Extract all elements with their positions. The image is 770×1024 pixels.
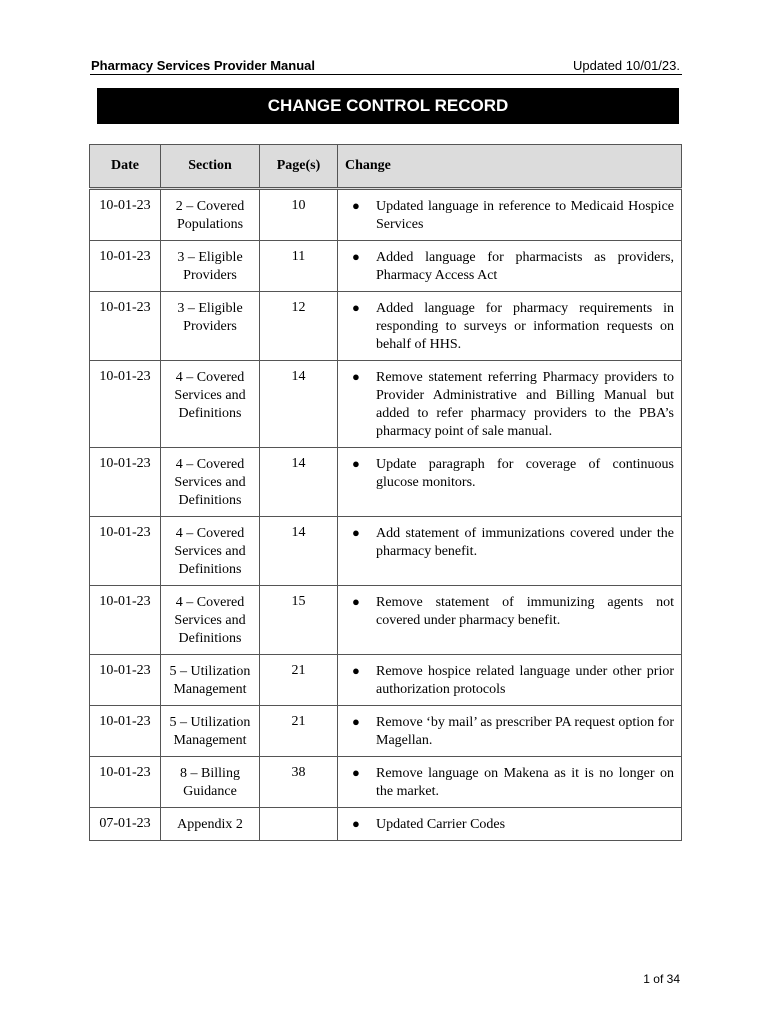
change-bullet xyxy=(352,714,674,750)
bullet-icon: ● xyxy=(352,594,360,609)
cell-pages: 11 xyxy=(260,241,338,292)
cell-pages: 14 xyxy=(260,361,338,448)
cell-pages: 38 xyxy=(260,757,338,808)
cell-change xyxy=(338,517,682,586)
cell-change xyxy=(338,361,682,448)
change-text: Added language for pharmacists as providers, Pharmacy Access Act xyxy=(376,250,674,283)
cell-date: 10-01-23 xyxy=(90,655,161,706)
bullet-icon: ● xyxy=(352,765,360,780)
cell-section: 4 – Covered Services and Definitions xyxy=(161,448,260,517)
cell-change xyxy=(338,757,682,808)
cell-change xyxy=(338,189,682,241)
table-row xyxy=(90,586,682,655)
cell-date: 10-01-23 xyxy=(90,189,161,241)
table-row xyxy=(90,517,682,586)
cell-change xyxy=(338,706,682,757)
cell-section: Appendix 2 xyxy=(161,808,260,841)
change-text: Added language for pharmacy requirements in responding to surveys or information requests on behalf of HHS. xyxy=(376,301,674,352)
cell-change xyxy=(338,808,682,841)
change-text: Remove language on Makena as it is no longer on the market. xyxy=(376,766,674,799)
change-text: Updated language in reference to Medicaid Hospice Services xyxy=(376,199,674,232)
cell-change xyxy=(338,586,682,655)
change-text: Remove ‘by mail’ as prescriber PA request option for Magellan. xyxy=(376,715,674,748)
change-control-banner: CHANGE CONTROL RECORD xyxy=(97,88,679,124)
column-header-pages: Page(s) xyxy=(260,145,338,189)
table-row xyxy=(90,757,682,808)
manual-title: Pharmacy Services Provider Manual xyxy=(91,58,316,73)
change-bullet xyxy=(352,663,674,699)
bullet-icon: ● xyxy=(352,300,360,315)
cell-pages: 15 xyxy=(260,586,338,655)
bullet-icon: ● xyxy=(352,369,360,384)
cell-section: 3 – Eligible Providers xyxy=(161,292,260,361)
table-header-row xyxy=(90,145,682,189)
cell-pages: 21 xyxy=(260,706,338,757)
cell-date: 10-01-23 xyxy=(90,757,161,808)
cell-section: 4 – Covered Services and Definitions xyxy=(161,517,260,586)
cell-date: 10-01-23 xyxy=(90,448,161,517)
cell-section: 8 – Billing Guidance xyxy=(161,757,260,808)
cell-pages: 14 xyxy=(260,448,338,517)
page-number: 1 of 34 xyxy=(643,972,680,986)
page-header xyxy=(90,56,682,75)
change-bullet xyxy=(352,456,674,492)
bullet-icon: ● xyxy=(352,198,360,213)
bullet-icon: ● xyxy=(352,249,360,264)
cell-date: 10-01-23 xyxy=(90,586,161,655)
cell-change xyxy=(338,241,682,292)
change-control-table xyxy=(89,144,682,841)
table-row xyxy=(90,655,682,706)
change-bullet xyxy=(352,594,674,630)
bullet-icon: ● xyxy=(352,525,360,540)
bullet-icon: ● xyxy=(352,714,360,729)
column-header-section: Section xyxy=(161,145,260,189)
change-text: Update paragraph for coverage of continuous glucose monitors. xyxy=(376,457,674,490)
cell-date: 10-01-23 xyxy=(90,361,161,448)
cell-date: 07-01-23 xyxy=(90,808,161,841)
table-row xyxy=(90,189,682,241)
table-row xyxy=(90,808,682,841)
change-bullet xyxy=(352,525,674,561)
cell-date: 10-01-23 xyxy=(90,706,161,757)
column-header-change: Change xyxy=(338,145,682,189)
cell-date: 10-01-23 xyxy=(90,241,161,292)
cell-date: 10-01-23 xyxy=(90,517,161,586)
table-row xyxy=(90,241,682,292)
table-row xyxy=(90,706,682,757)
cell-section: 5 – Utilization Management xyxy=(161,706,260,757)
cell-change xyxy=(338,655,682,706)
bullet-icon: ● xyxy=(352,456,360,471)
change-text: Add statement of immunizations covered under the pharmacy benefit. xyxy=(376,526,674,559)
table-row xyxy=(90,361,682,448)
change-text: Remove hospice related language under other prior authorization protocols xyxy=(376,664,674,697)
cell-pages: 14 xyxy=(260,517,338,586)
change-bullet xyxy=(352,765,674,801)
change-bullet xyxy=(352,300,674,354)
cell-section: 3 – Eligible Providers xyxy=(161,241,260,292)
cell-pages: 10 xyxy=(260,189,338,241)
bullet-icon: ● xyxy=(352,816,360,831)
change-text: Remove statement of immunizing agents not covered under pharmacy benefit. xyxy=(376,595,674,628)
cell-date: 10-01-23 xyxy=(90,292,161,361)
cell-section: 4 – Covered Services and Definitions xyxy=(161,361,260,448)
cell-change xyxy=(338,292,682,361)
cell-change xyxy=(338,448,682,517)
change-bullet xyxy=(352,369,674,441)
change-bullet xyxy=(352,249,674,285)
updated-date: Updated 10/01/23. xyxy=(573,58,680,73)
change-bullet xyxy=(352,816,674,834)
cell-pages xyxy=(260,808,338,841)
change-text: Remove statement referring Pharmacy providers to Provider Administrative and Billing Manual but added to refer pharmacy providers to the PBA’s pharmacy point of sale manual. xyxy=(376,370,674,439)
bullet-icon: ● xyxy=(352,663,360,678)
cell-section: 4 – Covered Services and Definitions xyxy=(161,586,260,655)
cell-pages: 21 xyxy=(260,655,338,706)
table-row xyxy=(90,448,682,517)
column-header-date: Date xyxy=(90,145,161,189)
cell-pages: 12 xyxy=(260,292,338,361)
table-row xyxy=(90,292,682,361)
cell-section: 5 – Utilization Management xyxy=(161,655,260,706)
change-bullet xyxy=(352,198,674,234)
cell-section: 2 – Covered Populations xyxy=(161,189,260,241)
change-text: Updated Carrier Codes xyxy=(376,817,506,832)
